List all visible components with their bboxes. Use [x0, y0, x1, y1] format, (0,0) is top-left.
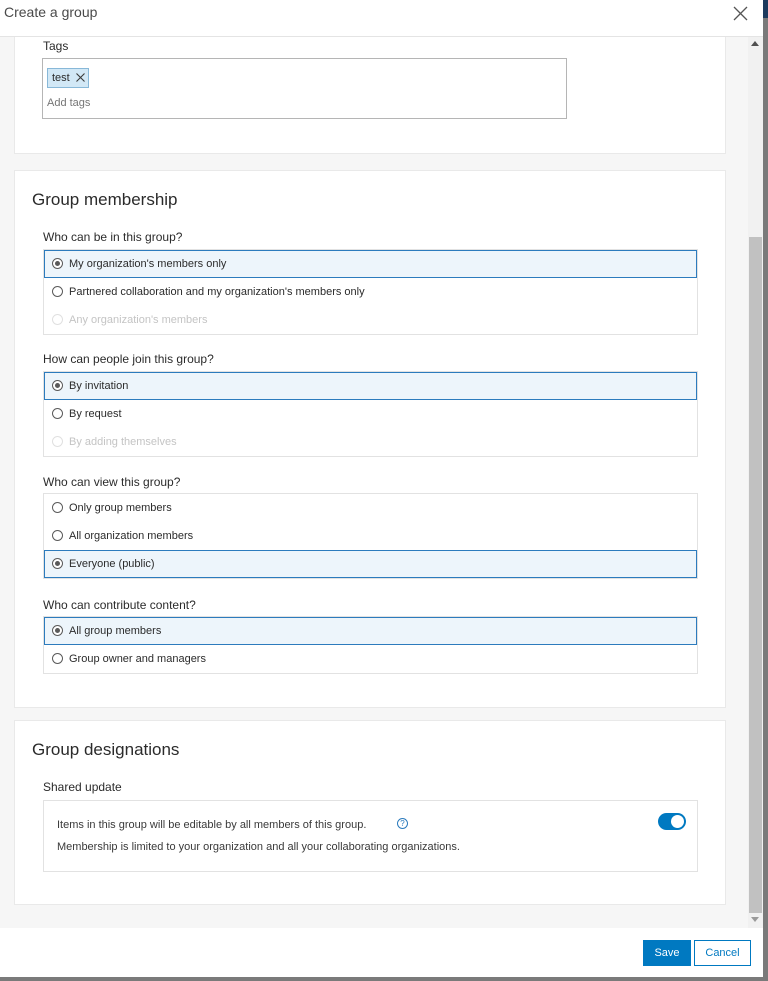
shared-update-toggle[interactable] — [658, 813, 686, 830]
who-contribute-radio-group — [43, 616, 698, 674]
shared-update-description: Items in this group will be editable by all members of this group. — [57, 819, 367, 831]
radio-label: Partnered collaboration and my organization's members only — [69, 286, 365, 298]
radio-owner-and-managers[interactable] — [44, 645, 697, 673]
how-join-radio-group — [43, 371, 698, 457]
radio-unselected-icon — [52, 653, 63, 664]
tags-input[interactable] — [47, 97, 447, 109]
radio-my-org-members[interactable] — [44, 250, 697, 278]
radio-label: All group members — [69, 625, 162, 637]
radio-label: Everyone (public) — [69, 558, 155, 570]
tags-label: Tags — [43, 39, 69, 53]
radio-by-adding-themselves — [44, 428, 697, 456]
radio-by-invitation[interactable] — [44, 372, 697, 400]
who-view-question: Who can view this group? — [43, 475, 181, 489]
cancel-button[interactable]: Cancel — [694, 940, 751, 966]
group-membership-heading: Group membership — [32, 190, 178, 209]
tag-chip — [47, 68, 89, 88]
radio-label: My organization's members only — [69, 258, 227, 270]
radio-selected-icon — [52, 625, 63, 636]
toggle-knob — [671, 815, 684, 828]
tags-field[interactable] — [42, 58, 567, 119]
how-join-question: How can people join this group? — [43, 352, 214, 366]
radio-disabled-icon — [52, 314, 63, 325]
window-edge-accent — [763, 0, 768, 18]
dialog-header — [0, 0, 763, 37]
dialog-title: Create a group — [4, 4, 98, 20]
save-button[interactable]: Save — [643, 940, 691, 966]
radio-label: Only group members — [69, 502, 172, 514]
scrollbar-thumb[interactable] — [749, 237, 762, 913]
help-icon[interactable]: ? — [397, 818, 408, 829]
who-can-be-question: Who can be in this group? — [43, 230, 183, 244]
who-can-be-radio-group — [43, 249, 698, 335]
tag-chip-label: test — [52, 72, 70, 84]
radio-label: Any organization's members — [69, 314, 208, 326]
radio-only-group-members[interactable] — [44, 494, 697, 522]
scroll-up-arrow-icon[interactable] — [751, 41, 759, 46]
radio-unselected-icon — [52, 502, 63, 513]
close-icon[interactable] — [75, 72, 86, 83]
radio-label: By request — [69, 408, 122, 420]
radio-unselected-icon — [52, 530, 63, 541]
radio-label: All organization members — [69, 530, 194, 542]
shared-update-label: Shared update — [43, 780, 122, 794]
close-icon — [728, 2, 752, 26]
who-view-radio-group — [43, 493, 698, 579]
shared-update-membership-note: Membership is limited to your organization and all your collaborating organizations. — [57, 841, 460, 853]
dialog-footer — [0, 928, 763, 977]
radio-selected-icon — [52, 380, 63, 391]
radio-label: By adding themselves — [69, 436, 177, 448]
tags-card — [14, 37, 726, 154]
who-contribute-question: Who can contribute content? — [43, 598, 196, 612]
radio-all-org-members[interactable] — [44, 522, 697, 550]
radio-partnered-collaboration[interactable] — [44, 278, 697, 306]
group-designations-heading: Group designations — [32, 740, 180, 759]
radio-label: Group owner and managers — [69, 653, 206, 665]
radio-by-request[interactable] — [44, 400, 697, 428]
shared-update-box — [43, 800, 698, 872]
radio-unselected-icon — [52, 286, 63, 297]
radio-everyone-public[interactable] — [44, 550, 697, 578]
scroll-down-arrow-icon[interactable] — [751, 917, 759, 922]
close-button[interactable] — [728, 2, 752, 26]
dialog-body[interactable] — [0, 37, 763, 928]
vertical-scrollbar[interactable] — [748, 37, 763, 928]
radio-label: By invitation — [69, 380, 129, 392]
group-membership-card — [14, 170, 726, 708]
radio-selected-icon — [52, 258, 63, 269]
radio-disabled-icon — [52, 436, 63, 447]
radio-all-group-members[interactable] — [44, 617, 697, 645]
radio-unselected-icon — [52, 408, 63, 419]
group-designations-card — [14, 720, 726, 905]
radio-any-org-members — [44, 306, 697, 334]
radio-selected-icon — [52, 558, 63, 569]
